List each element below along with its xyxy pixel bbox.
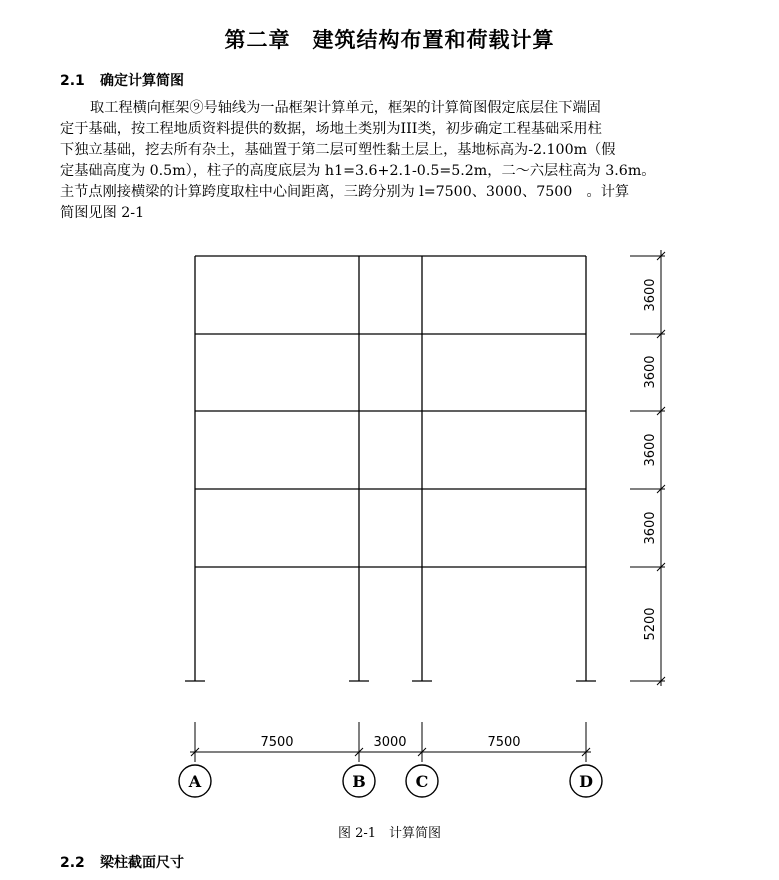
axis-label: B xyxy=(352,772,366,791)
story-height-label: 3600 xyxy=(643,278,658,312)
frame-structure xyxy=(185,256,596,681)
story-height-labels xyxy=(643,278,658,640)
paragraph-line: 下独立基础，挖去所有杂土，基础置于第二层可塑性黏土层上，基地标高为-2.100m（假 xyxy=(60,142,616,158)
paragraph-line: 主节点刚接横梁的计算跨度取柱中心间距离，三跨分别为 l=7500、3000、7500 。计算 xyxy=(60,184,630,200)
story-height-label: 3600 xyxy=(643,511,658,545)
figure-caption: 图 2-1 计算简图 xyxy=(337,826,442,841)
paragraph-line: 定基础高度为 0.5m），柱子的高度底层为 h1=3.6+2.1-0.5=5.2m，二～六层柱高为 3.6m。 xyxy=(60,163,656,179)
span-label: 7500 xyxy=(260,735,294,750)
span-label: 7500 xyxy=(487,735,521,750)
axis-labels xyxy=(188,772,593,791)
span-labels xyxy=(260,735,520,750)
story-height-label: 3600 xyxy=(643,433,658,467)
axis-bubbles xyxy=(179,765,602,797)
story-height-label: 3600 xyxy=(643,355,658,389)
section-title: 确定计算简图 xyxy=(100,73,184,89)
section-number: 2.2 xyxy=(60,855,85,871)
section-title: 梁柱截面尺寸 xyxy=(100,855,184,871)
axis-label: D xyxy=(579,772,593,791)
axis-label: A xyxy=(188,772,202,791)
section-heading-2-2 xyxy=(60,852,184,872)
paragraph-line: 简图见图 2-1 xyxy=(60,205,145,221)
axis-label: C xyxy=(415,772,429,791)
paragraph-line: 定于基础，按工程地质资料提供的数据，场地土类别为III类，初步确定工程基础采用柱 xyxy=(60,121,602,137)
paragraph-line: 取工程横向框架⑨号轴线为一品框架计算单元，框架的计算简图假定底层住下端固 xyxy=(90,100,601,116)
story-height-label: 5200 xyxy=(643,607,658,641)
chapter-title: 第二章 建筑结构布置和荷载计算 xyxy=(224,28,555,52)
span-label: 3000 xyxy=(373,735,407,750)
section-number: 2.1 xyxy=(60,73,85,89)
